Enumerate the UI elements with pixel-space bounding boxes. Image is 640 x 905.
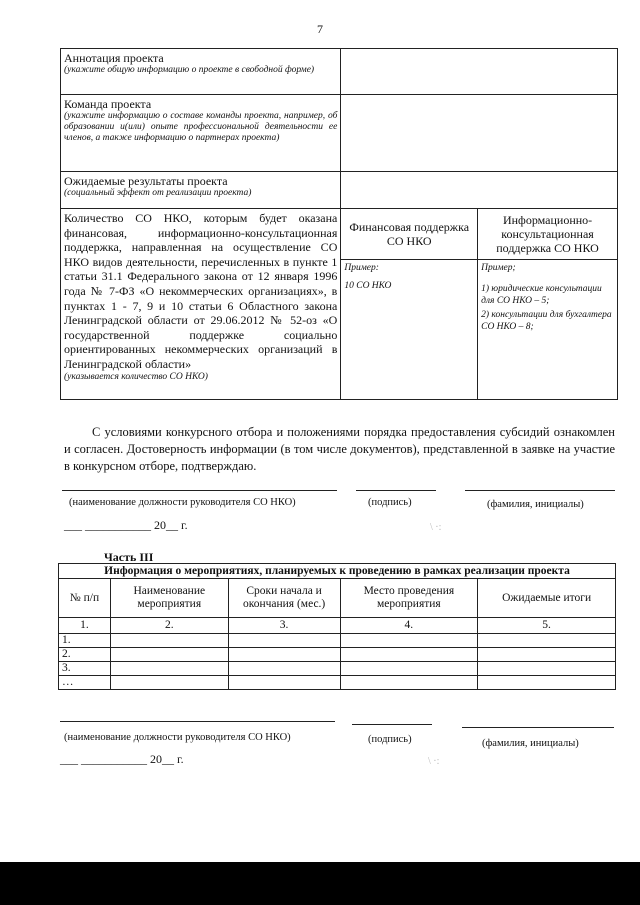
annotation-label: Аннотация проекта: [64, 51, 164, 65]
col-header-results: Ожидаемые итоги: [478, 579, 616, 618]
row-number: 2.: [59, 648, 111, 662]
team-note: (укажите информацию о составе команды проекта, например, об образовании и(или) опыте профессиональной деятельности ее членов, а также информацию о партнерах проекта): [64, 111, 338, 143]
name-caption: (фамилия, инициалы): [482, 738, 579, 749]
col-number: 4.: [340, 618, 478, 634]
table-cell[interactable]: [228, 662, 340, 676]
col-number: 1.: [59, 618, 111, 634]
table-cell[interactable]: [478, 662, 616, 676]
position-line[interactable]: [60, 721, 335, 722]
declaration-text: С условиями конкурсного отбора и положениями порядка предоставления субсидий ознакомлен и согласен. Достоверность информации (в том числе документов), представленной в заявке на участие в конкурсном отборе, подтверждаю.: [64, 425, 615, 473]
events-table: [58, 563, 616, 690]
support-note: (указывается количество СО НКО): [64, 371, 208, 382]
results-value-cell[interactable]: [341, 172, 618, 209]
team-label: Команда проекта: [64, 97, 152, 111]
table-row: [59, 676, 616, 690]
table-row: [59, 579, 616, 618]
page-number: 7: [317, 22, 323, 36]
financial-support-header: [341, 209, 478, 260]
table-cell[interactable]: [110, 662, 228, 676]
annotation-value-cell[interactable]: [341, 49, 618, 95]
table-row: [61, 49, 618, 95]
table-row: [61, 172, 618, 209]
col-number: 3.: [228, 618, 340, 634]
table-row: [59, 634, 616, 648]
table-cell[interactable]: [340, 634, 478, 648]
faint-stamp: \ ·:: [430, 522, 442, 533]
col-header-num: № п/п: [59, 579, 111, 618]
name-line[interactable]: [465, 490, 615, 491]
team-value-cell[interactable]: [341, 95, 618, 172]
col-header-event: Наименование мероприятия: [110, 579, 228, 618]
scan-border: [0, 862, 640, 905]
position-line[interactable]: [62, 490, 337, 491]
table-cell[interactable]: [478, 634, 616, 648]
name-line[interactable]: [462, 727, 614, 728]
table-cell[interactable]: [228, 676, 340, 690]
signature-line[interactable]: [352, 724, 432, 725]
table-cell[interactable]: [110, 634, 228, 648]
signature-caption: (подпись): [368, 497, 412, 508]
table-row: [59, 648, 616, 662]
row-number: 3.: [59, 662, 111, 676]
table-cell[interactable]: [228, 648, 340, 662]
part-heading: Часть III: [104, 550, 154, 564]
info-support-label: Информационно-консультационная поддержка СО НКО: [496, 213, 599, 255]
financial-example-label: Пример:: [344, 263, 379, 273]
table-row: [61, 209, 618, 260]
name-caption: (фамилия, инициалы): [487, 499, 584, 510]
table-cell[interactable]: [478, 648, 616, 662]
events-table-title: Информация о мероприятиях, планируемых к проведению в рамках реализации проекта: [59, 564, 616, 579]
position-caption: (наименование должности руководителя СО НКО): [69, 497, 296, 508]
team-cell: [61, 95, 341, 172]
financial-support-value-cell[interactable]: [341, 260, 478, 400]
row-number: …: [59, 676, 111, 690]
info-example-2: 2) консультации для бухгалтера СО НКО – 8;: [481, 310, 612, 332]
signature-line[interactable]: [356, 490, 436, 491]
col-header-place: Место проведения мероприятия: [340, 579, 478, 618]
date-field[interactable]: ___ ___________ 20__ г.: [64, 518, 188, 532]
info-example-label: Пример;: [481, 263, 516, 273]
row-number: 1.: [59, 634, 111, 648]
table-cell[interactable]: [228, 634, 340, 648]
support-description-cell: [61, 209, 341, 400]
info-support-value-cell[interactable]: [478, 260, 618, 400]
table-cell[interactable]: [110, 676, 228, 690]
financial-example-text: 10 СО НКО: [344, 281, 392, 291]
results-note: (социальный эффект от реализации проекта): [64, 188, 252, 198]
position-caption: (наименование должности руководителя СО НКО): [64, 732, 291, 743]
col-header-dates: Сроки начала и окончания (мес.): [228, 579, 340, 618]
table-row: [59, 618, 616, 634]
annotation-note: (укажите общую информацию о проекте в свободной форме): [64, 65, 315, 75]
table-cell[interactable]: [340, 662, 478, 676]
col-number: 2.: [110, 618, 228, 634]
results-cell: [61, 172, 341, 209]
table-cell[interactable]: [478, 676, 616, 690]
table-row: [59, 662, 616, 676]
info-example-1: 1) юридические консультации для СО НКО – 5;: [481, 284, 602, 306]
table-cell[interactable]: [110, 648, 228, 662]
date-field[interactable]: ___ ___________ 20__ г.: [60, 752, 184, 766]
project-info-table: [60, 48, 618, 400]
table-cell[interactable]: [340, 676, 478, 690]
financial-support-label: Финансовая поддержка СО НКО: [349, 220, 470, 248]
support-description: Количество СО НКО, которым будет оказана финансовая, информационно-консультационная поддержка, направленная на осуществление СО НКО видов деятельности, перечисленных в пункте 1 статьи 31.1 Федерального закона от 12 января 1996 года № 7-ФЗ «О некоммерческих организациях», в пунктах 1 - 7, 9 и 10 статьи 6 Областного закона Ленинградской области от 29.06.2012 № 52-оз «О государственной поддержке социально ориентированных некоммерческих организаций в Ленинградской области»: [64, 211, 338, 371]
results-label: Ожидаемые результаты проекта: [64, 174, 228, 188]
signature-caption: (подпись): [368, 734, 412, 745]
info-support-header: [478, 209, 618, 260]
table-cell[interactable]: [340, 648, 478, 662]
annotation-cell: [61, 49, 341, 95]
faint-stamp: \ ·:: [428, 756, 440, 767]
table-row: [61, 95, 618, 172]
col-number: 5.: [478, 618, 616, 634]
table-row: [59, 564, 616, 579]
